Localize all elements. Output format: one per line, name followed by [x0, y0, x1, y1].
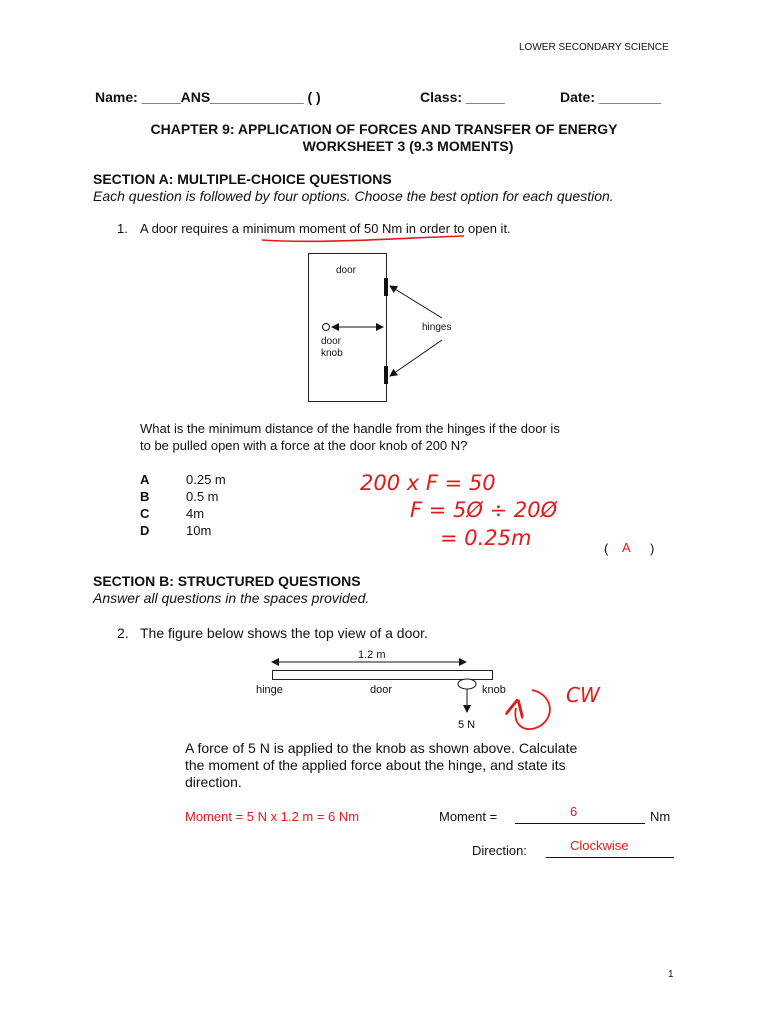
option-text: 0.25 m: [186, 472, 226, 487]
moment-working: Moment = 5 N x 1.2 m = 6 Nm: [185, 809, 360, 824]
answer-value: A: [622, 540, 631, 555]
page-number: 1: [668, 969, 674, 980]
chapter-title: CHAPTER 9: APPLICATION OF FORCES AND TRANSFER OF ENERGY: [150, 121, 618, 137]
knob-label-knob: knob: [321, 348, 343, 359]
moment-blank: [515, 808, 645, 824]
question-number: 1.: [117, 221, 128, 236]
option-letter: D: [140, 523, 150, 538]
answer-bracket-open: (: [604, 541, 609, 556]
handwritten-working-1: 200 x F = 50: [360, 471, 496, 495]
date-field: Date: ________: [560, 89, 662, 105]
door-label: door: [336, 265, 357, 276]
body-line-1: A force of 5 N is applied to the knob as shown above. Calculate: [185, 740, 578, 756]
direction-label: Direction:: [472, 843, 527, 858]
section-b-heading: SECTION B: STRUCTURED QUESTIONS: [93, 573, 361, 589]
option-text: 0.5 m: [186, 489, 219, 504]
length-label: 1.2 m: [358, 649, 386, 661]
option-text: 10m: [186, 523, 212, 538]
direction-value: Clockwise: [570, 838, 629, 853]
question-text: The figure below shows the top view of a door.: [140, 625, 428, 641]
option-letter: C: [140, 506, 150, 521]
door-label: door: [370, 684, 393, 696]
force-label: 5 N: [458, 719, 476, 731]
handwritten-working-3: = 0.25m: [440, 526, 532, 550]
moment-label: Moment =: [439, 809, 498, 824]
handwritten-working-2: F = 5Ø ÷ 20Ø: [410, 498, 558, 522]
knob-label: knob: [482, 684, 506, 696]
cw-annotation: CW: [566, 683, 600, 707]
option-text: 4m: [186, 506, 205, 521]
hinges-label: hinges: [422, 322, 452, 333]
option-letter: A: [140, 472, 150, 487]
answer-bracket-close: ): [650, 541, 655, 556]
course-header: LOWER SECONDARY SCIENCE: [519, 42, 669, 53]
body-line-2: the moment of the applied force about the hinge, and state its: [185, 757, 566, 773]
question-line-2: to be pulled open with a force at the door knob of 200 N?: [140, 438, 468, 453]
question-line-1: What is the minimum distance of the handle from the hinges if the door is: [140, 421, 560, 436]
knob-label-door: door: [321, 336, 342, 347]
moment-unit: Nm: [650, 809, 671, 824]
clockwise-arrow: [515, 690, 550, 729]
worksheet-title: WORKSHEET 3 (9.3 MOMENTS): [302, 138, 514, 154]
section-b-instruction: Answer all questions in the spaces provided.: [93, 590, 370, 606]
class-field: Class: _____: [420, 89, 505, 105]
option-letter: B: [140, 489, 150, 504]
section-a-instruction: Each question is followed by four options. Choose the best option for each question.: [93, 188, 614, 204]
moment-value: 6: [570, 804, 578, 819]
knob-ellipse: [458, 679, 476, 689]
question-number: 2.: [117, 625, 129, 641]
name-field: Name: _____ANS____________ ( ): [95, 89, 321, 105]
question-text: A door requires a minimum moment of 50 Nm in order to open it.: [140, 221, 511, 236]
hinge-label: hinge: [256, 684, 283, 696]
body-line-3: direction.: [185, 774, 242, 790]
section-a-heading: SECTION A: MULTIPLE-CHOICE QUESTIONS: [93, 171, 392, 187]
